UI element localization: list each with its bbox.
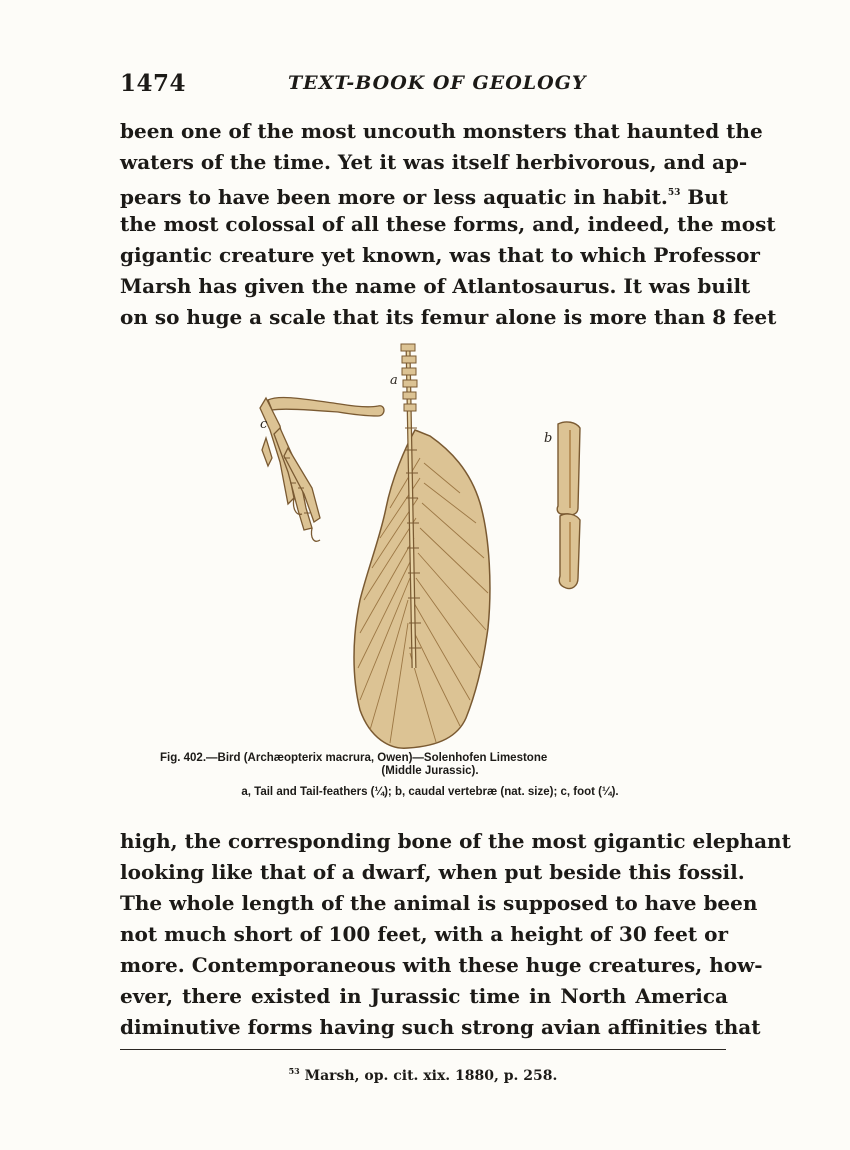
text-line: looking like that of a dwarf, when put beside this fossil. bbox=[120, 860, 745, 884]
text-line: The whole length of the animal is supposed to have been bbox=[120, 891, 758, 915]
text-line: on so huge a scale that its femur alone is more than 8 feet bbox=[120, 305, 777, 329]
caption-line-1: Fig. 402.—Bird (Archæopterix macrura, Owen)—Solenhofen Limestone bbox=[160, 752, 548, 764]
archaeopteryx-figure bbox=[240, 338, 620, 750]
footnote-marker: 53 bbox=[288, 1066, 300, 1076]
caudal-vertebrae bbox=[557, 422, 580, 589]
text-fragment: pears to have been more or less aquatic in habit. bbox=[120, 185, 668, 209]
page-number: 1474 bbox=[120, 70, 187, 97]
tail-feathers bbox=[354, 430, 490, 748]
text-line: not much short of 100 feet, with a height of 30 feet or bbox=[120, 922, 728, 946]
caption-line-2: (Middle Jurassic). bbox=[381, 765, 479, 777]
foot-bones bbox=[260, 397, 384, 541]
text-fragment: But bbox=[680, 185, 729, 209]
text-line: been one of the most uncouth monsters that haunted the bbox=[120, 119, 763, 143]
running-head: TEXT-BOOK OF GEOLOGY bbox=[288, 72, 587, 94]
page-header bbox=[120, 70, 728, 102]
label-a: a bbox=[390, 373, 398, 388]
figure-caption bbox=[160, 752, 700, 799]
footnote-text: Marsh, op. cit. xix. 1880, p. 258. bbox=[304, 1068, 558, 1084]
text-line: more. Contemporaneous with these huge creatures, how- bbox=[120, 953, 763, 977]
text-line: waters of the time. Yet it was itself herbivorous, and ap- bbox=[120, 150, 748, 174]
paragraph-bottom bbox=[120, 826, 791, 1043]
caption-line-3: a, Tail and Tail-feathers (¼); b, caudal vertebræ (nat. size); c, foot (¼). bbox=[241, 786, 619, 798]
label-b: b bbox=[544, 431, 553, 446]
text-line: ever, there existed in Jurassic time in North America bbox=[120, 984, 728, 1008]
fossil-illustration bbox=[240, 338, 620, 750]
footnote bbox=[120, 1066, 726, 1084]
text-line: the most colossal of all these forms, and, indeed, the most bbox=[120, 212, 776, 236]
paragraph-top bbox=[120, 116, 777, 333]
text-line: diminutive forms having such strong avian affinities that bbox=[120, 1015, 761, 1039]
text-line bbox=[120, 178, 728, 209]
text-line: Marsh has given the name of Atlantosaurus. It was built bbox=[120, 274, 751, 298]
text-line: gigantic creature yet known, was that to which Professor bbox=[120, 243, 760, 267]
label-c: c bbox=[260, 417, 268, 432]
text-line: high, the corresponding bone of the most gigantic elephant bbox=[120, 829, 791, 853]
footnote-ref: 53 bbox=[667, 188, 681, 198]
footnote-divider bbox=[120, 1049, 726, 1050]
